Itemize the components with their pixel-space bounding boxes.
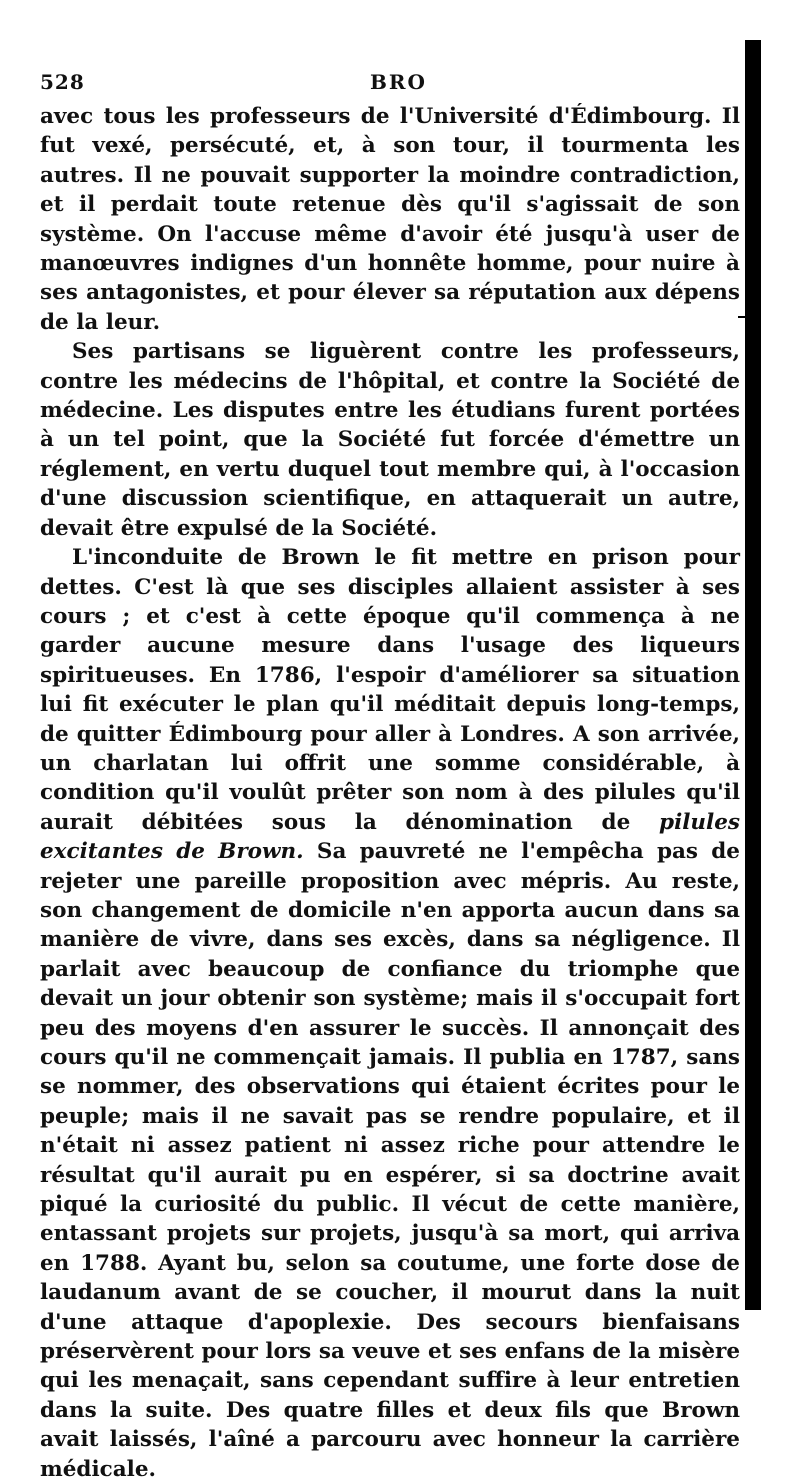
paragraph-3-text-b: Sa pauvreté ne l'empêcha pas de rejeter une pareille proposition avec mépris. Au reste, son changement de domicile n'en apporta aucun dans sa manière de vivre, dans ses excès, dans sa négligence. Il parlait avec beaucoup de confiance du triomphe que devait un jour obtenir son système; mais il s'occupait fort peu des moyens d'en assurer le succès. Il annonçait des cours qu'il ne commençait jamais. Il publia en 1787, sans se nommer, des observations qui étaient écrites pour le peuple; mais il ne savait pas se rendre populaire, et il n'était ni assez patient ni assez riche pour attendre le résultat qu'il aurait pu en espérer, si sa doctrine avait piqué la curiosité du public. Il vécut de cette manière, entassant projets sur projets, jusqu'à sa mort, qui arriva en 1788. Ayant bu, selon sa coutume, une forte dose de laudanum avant de se coucher, il mourut dans la nuit d'une attaque d'apoplexie. Des secours bienfaisans préservèrent pour lors sa veuve et ses enfans de la misère qui les menaçait, sans cependant suffire à leur entretien dans la suite. Des quatre filles et deux fils que Brown avait laissés, l'aîné a parcouru avec honneur la carrière médicale. <box>40 839 740 1482</box>
paragraph-1: avec tous les professeurs de l'Université d'Édimbourg. Il fut vexé, persécuté, et, à son tour, il tourmenta les autres. Il ne pouvait supporter la moindre contradiction, et il perdait toute retenue dès qu'il s'agissait de son système. On l'accuse même d'avoir été jusqu'à user de manœuvres indignes d'un honnête homme, pour nuire à ses antagonistes, et pour élever sa réputation aux dépens de la leur. <box>40 104 740 335</box>
scan-edge-shadow <box>745 40 761 1310</box>
body-text <box>40 102 740 1484</box>
italic-remedy-name: pilules excitantes de Brown. <box>40 809 740 865</box>
paragraph-3 <box>40 543 740 1484</box>
running-head <box>40 70 728 98</box>
scan-edge-mark <box>738 316 748 318</box>
paragraph-3-text-a: L'inconduite de Brown le fit mettre en prison pour dettes. C'est là que ses disciples allaient assister à ses cours ; et c'est à cette époque qu'il commença à ne garder aucune mesure dans l'usage des liqueurs spiritueuses. En 1786, l'espoir d'améliorer sa situation lui fit exécuter le plan qu'il méditait depuis long-temps, de quitter Édimbourg pour aller à Londres. A son arrivée, un charlatan lui offrit une somme considérable, à condition qu'il voulût prêter son nom à des pilules qu'il aurait débitées sous la dénomination de <box>40 545 740 835</box>
page-number: 528 <box>40 70 85 94</box>
paragraph-2: Ses partisans se liguèrent contre les professeurs, contre les médecins de l'hôpital, et contre la Société de médecine. Les disputes entre les étudians furent portées à un tel point, que la Société fut forcée d'émettre un réglement, en vertu duquel tout membre qui, à l'occasion d'une discussion scientifique, en attaquerait un autre, devait être expulsé de la Société. <box>40 339 740 541</box>
running-title: BRO <box>370 70 427 94</box>
